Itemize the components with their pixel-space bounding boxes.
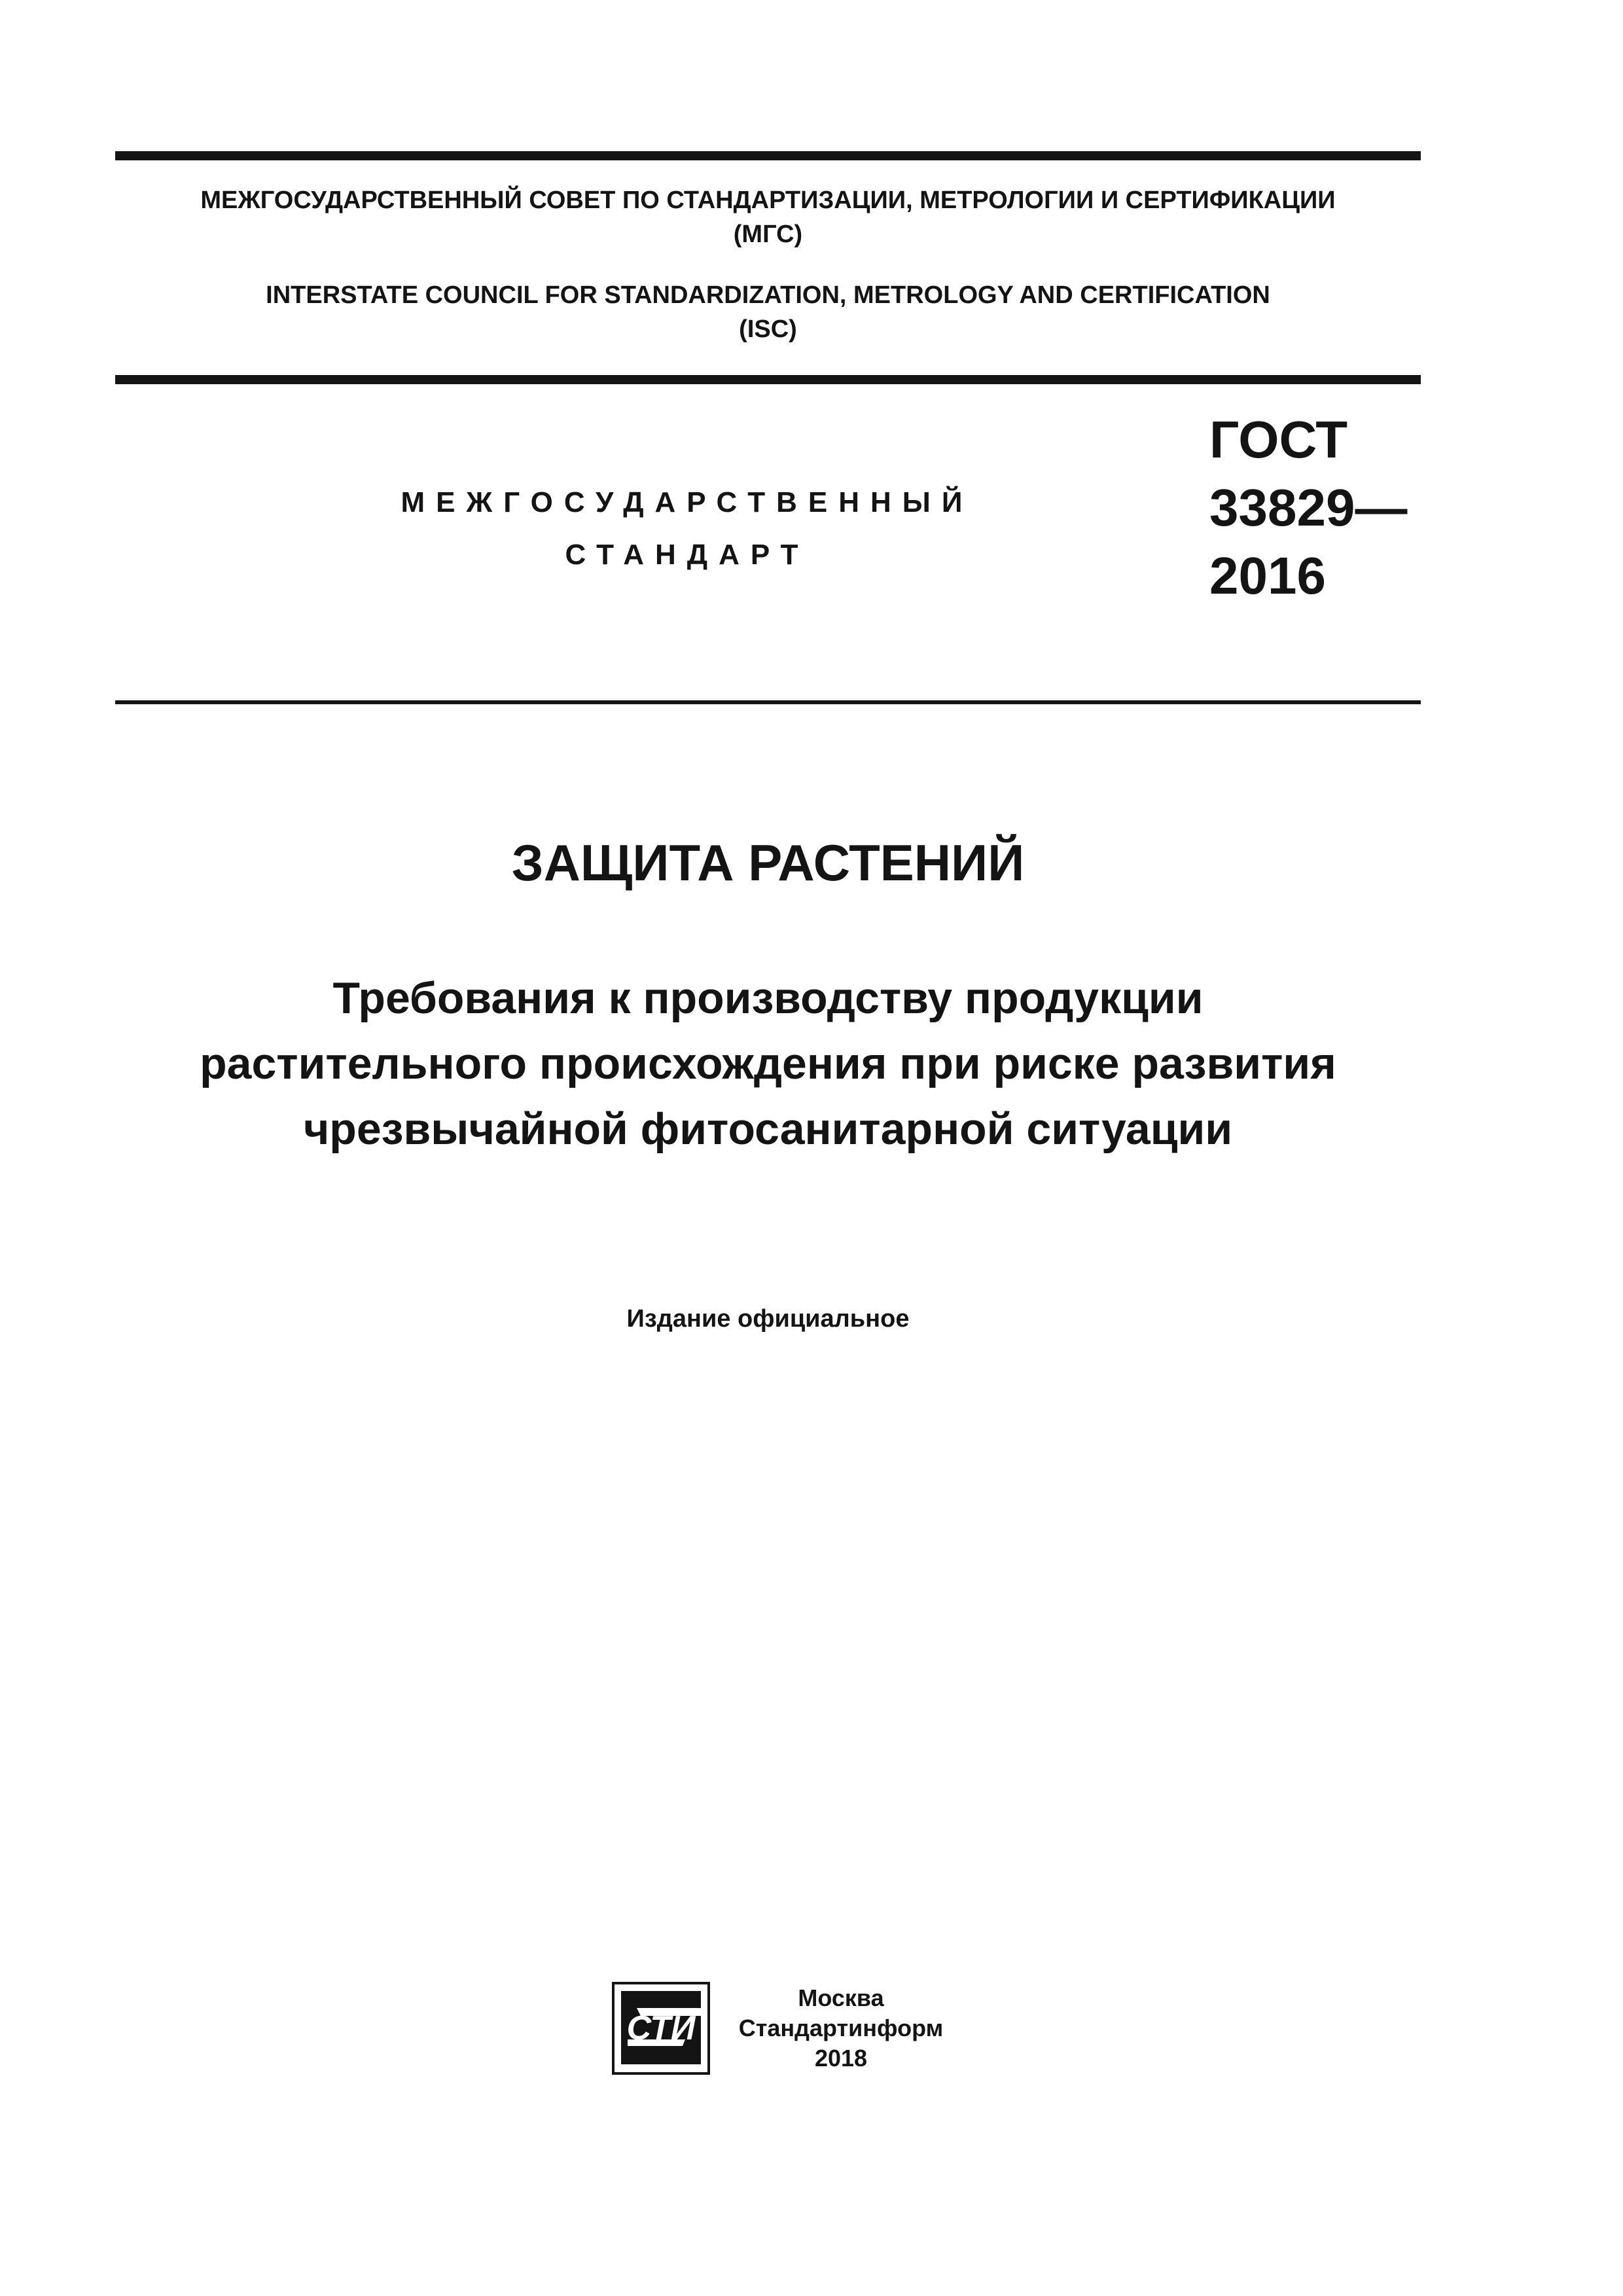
header-bottom-rule <box>115 375 1421 384</box>
subtitle-line2: растительного происхождения при риске развития <box>200 1039 1336 1088</box>
council-name-en-line: INTERSTATE COUNCIL FOR STANDARDIZATION, METROLOGY AND CERTIFICATION <box>266 281 1270 309</box>
title-divider <box>115 700 1421 704</box>
publisher-block <box>726 1983 955 2073</box>
top-rule <box>115 151 1421 160</box>
designation-year: 2016 <box>1209 547 1326 605</box>
document-subtitle <box>115 965 1421 1162</box>
subtitle-line1: Требования к производству продукции <box>332 973 1204 1023</box>
standard-type-line2: СТАНДАРТ <box>565 539 810 571</box>
standard-type <box>366 476 1008 581</box>
edition-label: Издание официальное <box>626 1305 910 1333</box>
council-name-en <box>115 278 1421 346</box>
standartinform-logo-icon <box>612 1982 710 2075</box>
designation-prefix: ГОСТ <box>1209 410 1348 469</box>
document-title: ЗАЩИТА РАСТЕНИЙ <box>511 834 1025 891</box>
designation-number: 33829— <box>1209 478 1408 537</box>
standard-type-line1: МЕЖГОСУДАРСТВЕННЫЙ <box>401 486 974 518</box>
council-name-ru <box>115 183 1421 251</box>
publisher-year: 2018 <box>814 2045 868 2072</box>
subtitle-line3: чрезвычайной фитосанитарной ситуации <box>303 1104 1233 1154</box>
council-name-ru-line: МЕЖГОСУДАРСТВЕННЫЙ СОВЕТ ПО СТАНДАРТИЗАЦИИ, МЕТРОЛОГИИ И СЕРТИФИКАЦИИ <box>200 187 1336 214</box>
standard-designation <box>1209 406 1407 610</box>
council-abbr-ru: (МГС) <box>733 221 803 248</box>
council-abbr-en: (ISC) <box>739 315 797 343</box>
publisher-city: Москва <box>798 1984 884 2011</box>
logo-text: СТИ <box>626 2009 696 2047</box>
publisher-name: Стандартинформ <box>738 2015 944 2041</box>
